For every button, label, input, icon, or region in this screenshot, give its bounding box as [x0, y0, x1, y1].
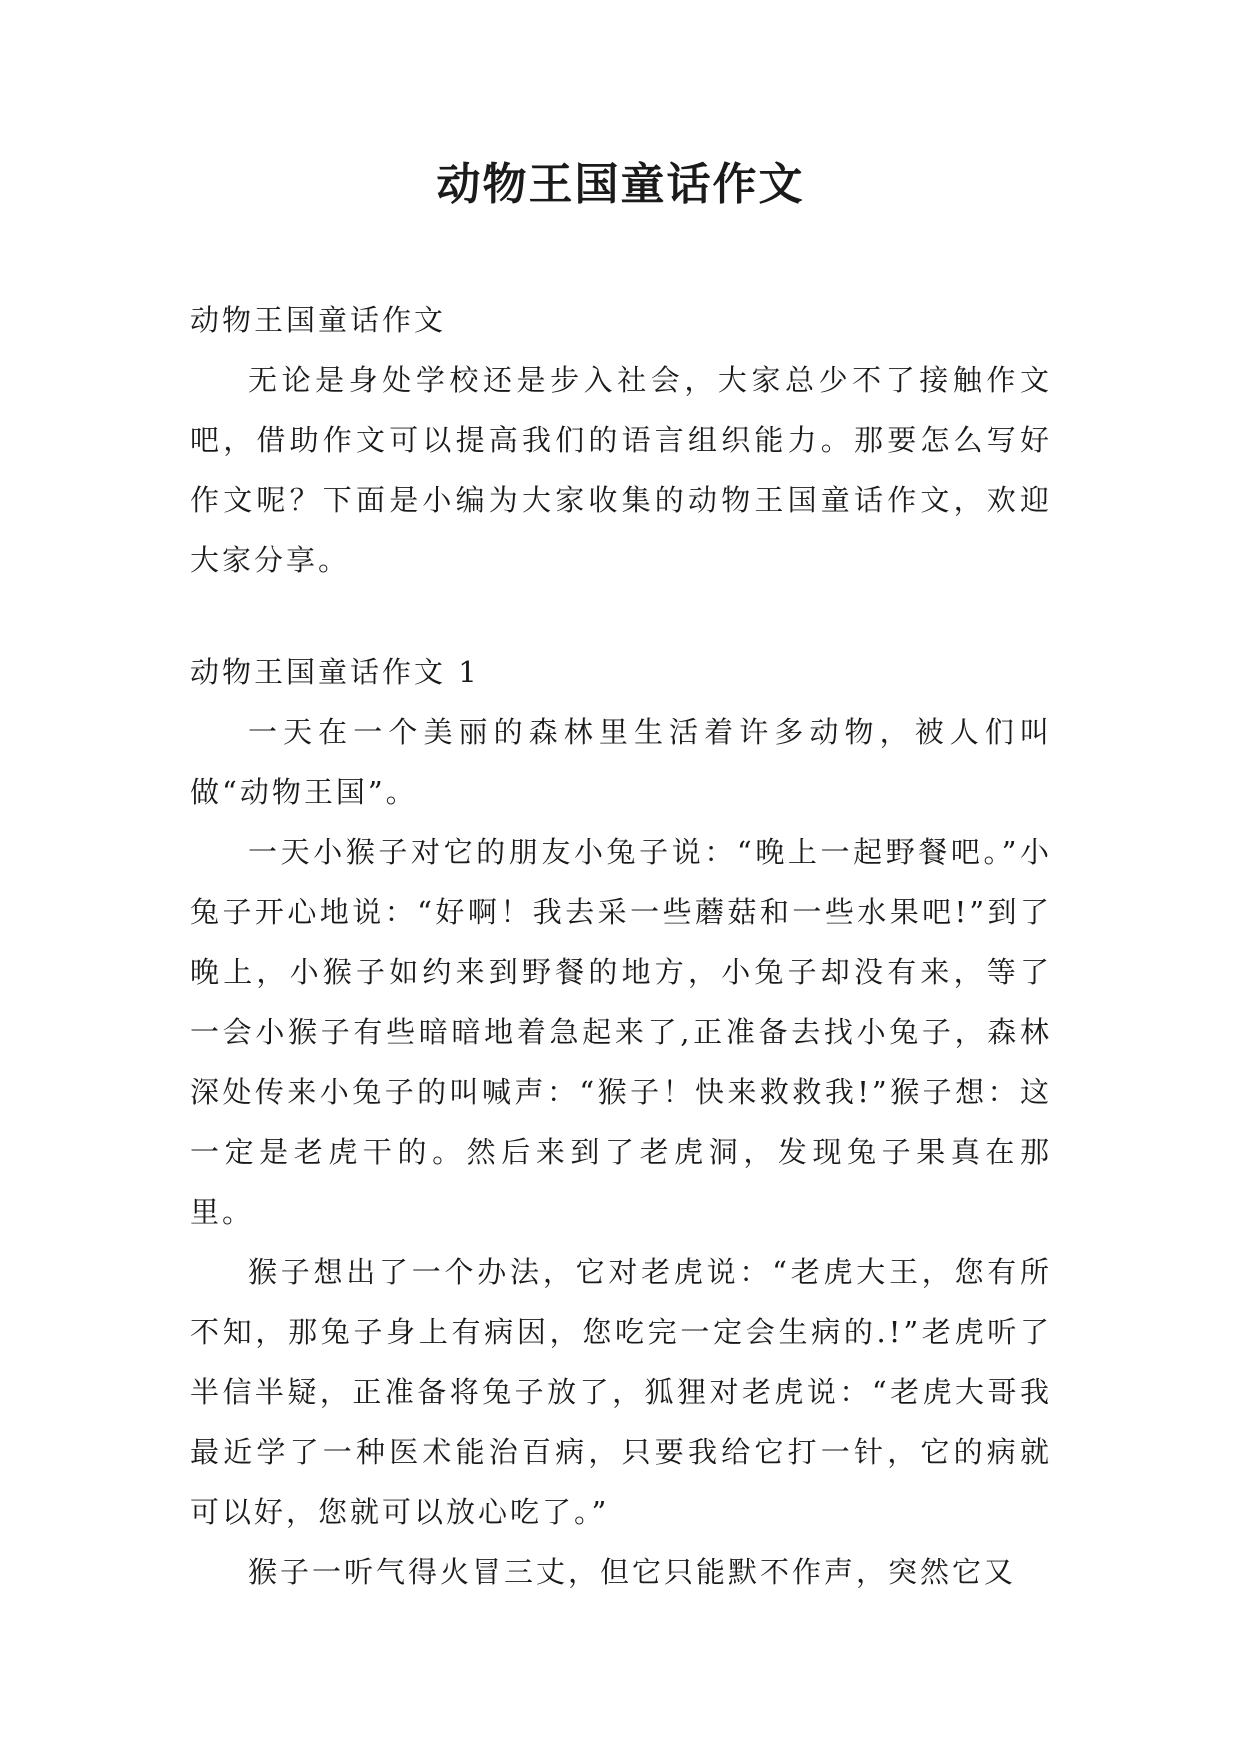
story-paragraph: 一天小猴子对它的朋友小兔子说：“晚上一起野餐吧。”小兔子开心地说：“好啊！我去采一些蘑菇和一些水果吧!”到了晚上，小猴子如约来到野餐的地方，小兔子却没有来，等了一会小猴子有些暗暗地着急起来了,正准备去找小兔子，森林深处传来小兔子的叫喊声：“猴子！快来救救我!”猴子想：这一定是老虎干的。然后来到了老虎洞，发现兔子果真在那里。 — [190, 835, 1052, 1229]
intro-paragraph: 无论是身处学校还是步入社会，大家总少不了接触作文吧，借助作文可以提高我们的语言组织能力。那要怎么写好作文呢？下面是小编为大家收集的动物王国童话作文，欢迎大家分享。 — [190, 363, 1052, 577]
story-paragraph: 一天在一个美丽的森林里生活着许多动物，被人们叫做“动物王国”。 — [190, 715, 1052, 809]
section-heading: 动物王国童话作文 1 — [190, 655, 480, 689]
story-paragraph: 猴子想出了一个办法，它对老虎说：“老虎大王，您有所不知，那兔子身上有病因，您吃完一定会生病的.!”老虎听了半信半疑，正准备将兔子放了，狐狸对老虎说：“老虎大哥我最近学了一种医术能治百病，只要我给它打一针，它的病就可以好，您就可以放心吃了。” — [190, 1255, 1052, 1529]
section-gap — [190, 590, 1052, 642]
subtitle: 动物王国童话作文 — [190, 303, 447, 337]
story-paragraph: 猴子一听气得火冒三丈，但它只能默不作声，突然它又 — [248, 1555, 1017, 1589]
document-title: 动物王国童话作文 — [436, 159, 805, 210]
document-body — [190, 290, 1052, 1602]
